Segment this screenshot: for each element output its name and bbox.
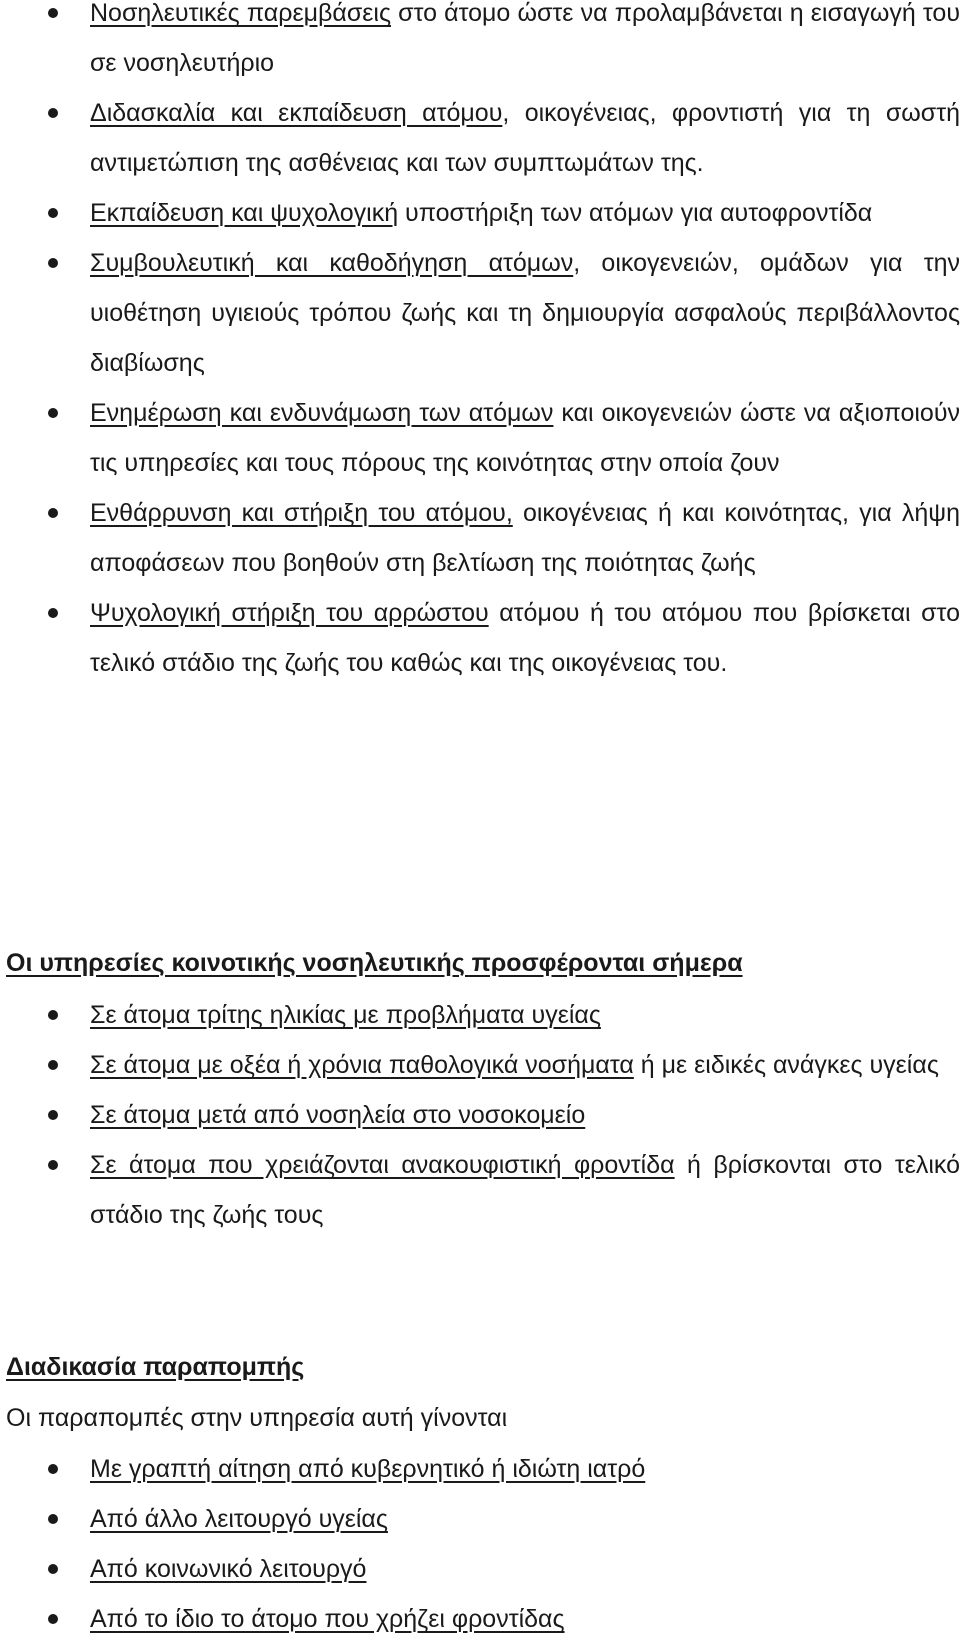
- bullet-icon: [48, 608, 58, 618]
- list-item: [0, 388, 960, 488]
- bullet-icon: [48, 8, 58, 18]
- bullet-icon: [48, 408, 58, 418]
- underlined-text: Σε άτομα μετά από νοσηλεία στο νοσοκομείο: [90, 1101, 586, 1129]
- item-text: υποστήριξη των ατόμων για αυτοφροντίδα: [398, 199, 873, 227]
- bullet-icon: [48, 258, 58, 268]
- list-item: [0, 238, 960, 388]
- item-text: οικογένειας ή και κοινότητας, για λήψη αποφάσεων που βοηθούν στη βελτίωση της ποιότητας ζωής: [90, 499, 960, 577]
- list-item: [0, 188, 960, 238]
- list-item: [0, 1444, 960, 1494]
- bullet-icon: [48, 1464, 58, 1474]
- list-item: [0, 488, 960, 588]
- bullet-icon: [48, 108, 58, 118]
- underlined-text: Ενθάρρυνση και στήριξη του ατόμου,: [90, 499, 513, 527]
- list-item: [0, 1594, 960, 1644]
- list-item: [0, 1140, 960, 1240]
- bullet-icon: [48, 1110, 58, 1120]
- bullet-icon: [48, 1514, 58, 1524]
- item-text: ή βρίσκονται στο τελικό στάδιο της ζωής τους: [90, 1151, 960, 1229]
- underlined-text: Από άλλο λειτουργό υγείας: [90, 1505, 388, 1533]
- bullet-icon: [48, 1564, 58, 1574]
- bullet-icon: [48, 508, 58, 518]
- list-item: [0, 1494, 960, 1544]
- list-item: [0, 1090, 960, 1140]
- bullet-icon: [48, 1160, 58, 1170]
- underlined-text: Από το ίδιο το άτομο που χρήζει φροντίδας: [90, 1605, 565, 1633]
- bullet-icon: [48, 1614, 58, 1624]
- item-text: και οικογενειών ώστε να αξιοποιούν τις υπηρεσίες και τους πόρους της κοινότητας στην οποία ζουν: [90, 399, 960, 477]
- list-item: [0, 588, 960, 688]
- item-text: , οικογενειών, ομάδων για την υιοθέτηση υγιειούς τρόπου ζωής και τη δημιουργία ασφαλούς περιβάλλοντος διαβίωσης: [90, 249, 960, 377]
- list-item: [0, 0, 960, 88]
- bullet-icon: [48, 208, 58, 218]
- underlined-text: Σε άτομα που χρειάζονται ανακουφιστική φροντίδα: [90, 1151, 675, 1179]
- underlined-text: Συμβουλευτική και καθοδήγηση ατόμων: [90, 249, 574, 277]
- bullet-icon: [48, 1010, 58, 1020]
- item-text: , οικογένειας, φροντιστή για τη σωστή αντιμετώπιση της ασθένειας και των συμπτωμάτων της.: [90, 99, 960, 177]
- underlined-text: Εκπαίδευση και ψυχολογική: [90, 199, 399, 227]
- underlined-text: Σε άτομα με οξέα ή χρόνια παθολογικά νοσήματα: [90, 1051, 634, 1079]
- referral-heading: Διαδικασία παραπομπής: [6, 1353, 305, 1381]
- interventions-list: [0, 0, 960, 688]
- underlined-text: Σε άτομα τρίτης ηλικίας με προβλήματα υγείας: [90, 1001, 601, 1029]
- underlined-text: Νοσηλευτικές παρεμβάσεις: [90, 0, 392, 27]
- referral-list: [0, 1444, 960, 1644]
- services-heading: Οι υπηρεσίες κοινοτικής νοσηλευτικής προσφέρονται σήμερα: [6, 949, 743, 977]
- item-text: στο άτομο ώστε να προλαμβάνεται η εισαγωγή του σε νοσηλευτήριο: [90, 0, 960, 77]
- bullet-icon: [48, 1060, 58, 1070]
- underlined-text: Ψυχολογική στήριξη του αρρώστου: [90, 599, 489, 627]
- item-text: ατόμου ή του ατόμου που βρίσκεται στο τελικό στάδιο της ζωής του καθώς και της οικογένειας του.: [90, 599, 960, 677]
- list-item: [0, 1544, 960, 1594]
- underlined-text: Ενημέρωση και ενδυνάμωση των ατόμων: [90, 399, 554, 427]
- underlined-text: Από κοινωνικό λειτουργό: [90, 1555, 367, 1583]
- list-item: [0, 1040, 960, 1090]
- underlined-text: Διδασκαλία και εκπαίδευση ατόμου: [90, 99, 503, 127]
- list-item: [0, 990, 960, 1040]
- underlined-text: Με γραπτή αίτηση από κυβερνητικό ή ιδιώτη ιατρό: [90, 1455, 646, 1483]
- list-item: [0, 88, 960, 188]
- services-list: [0, 990, 960, 1240]
- item-text: ή με ειδικές ανάγκες υγείας: [633, 1051, 939, 1079]
- referral-intro: Οι παραπομπές στην υπηρεσία αυτή γίνονται: [6, 1404, 508, 1432]
